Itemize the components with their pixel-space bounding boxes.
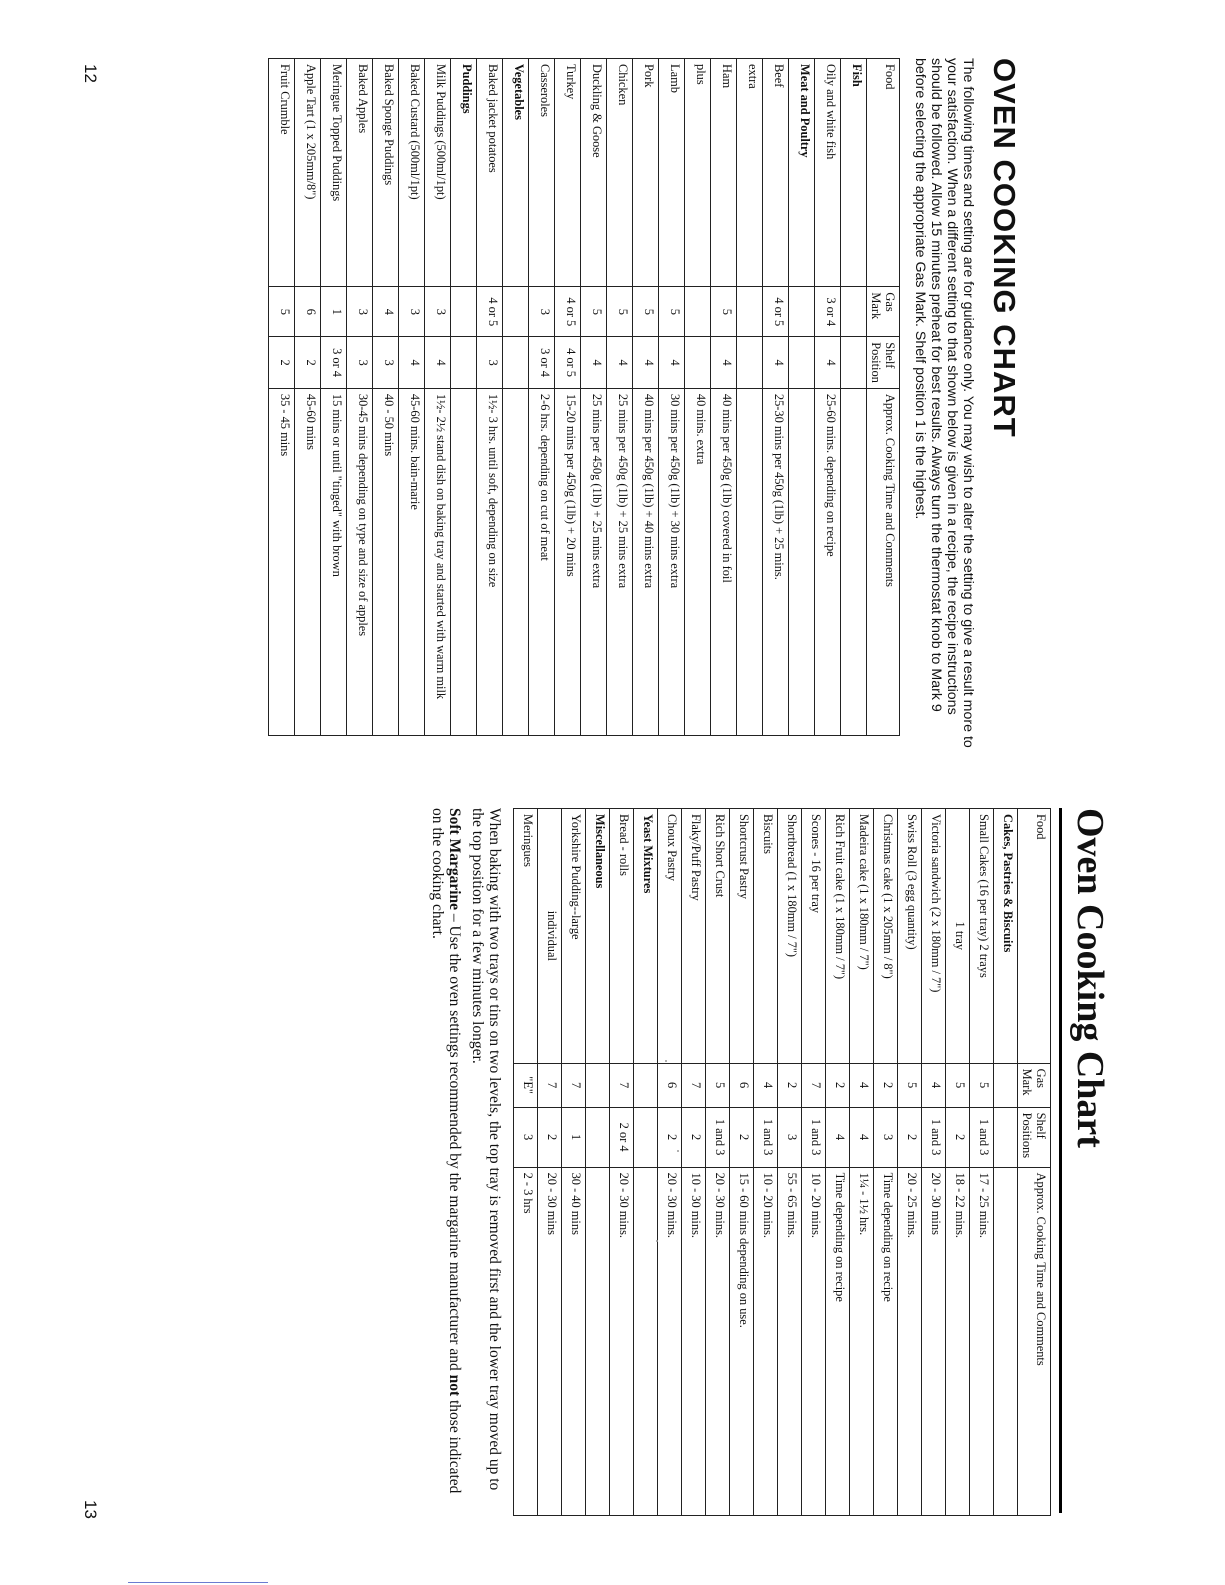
cell-time: 20 - 30 mins.: [706, 1167, 730, 1515]
cell-gas-mark: 4: [850, 1063, 874, 1107]
table-body: [514, 809, 1018, 1516]
cell-food: Lamb: [659, 59, 685, 287]
table-header-row: [867, 59, 900, 736]
cell-shelf: 4: [711, 337, 737, 389]
cell-shelf: [685, 337, 711, 389]
cell-shelf: 3: [477, 337, 503, 389]
cell-gas-mark: [451, 287, 477, 337]
table-category-row: [789, 59, 815, 736]
notes: [429, 808, 503, 1508]
cell-gas-mark: 4: [373, 287, 399, 337]
table-row: [682, 809, 706, 1516]
table-row: [295, 59, 321, 736]
page-number-12: 12: [81, 64, 100, 83]
cell-shelf: [451, 337, 477, 389]
cell-gas-mark: [994, 1063, 1018, 1107]
cell-gas-mark: 5: [269, 287, 295, 337]
note-emphasis: not: [446, 1374, 463, 1397]
cell-time: 1½- 3 hrs. until soft, depending on size: [477, 388, 503, 735]
cell-food: Meat and Poultry: [789, 59, 815, 287]
cell-shelf: 3: [373, 337, 399, 389]
cell-gas-mark: 5: [633, 287, 659, 337]
cell-time: 15 - 60 mins depending on use.: [730, 1167, 754, 1515]
table-row: [706, 809, 730, 1516]
table-row: [477, 59, 503, 736]
table-row: [633, 59, 659, 736]
cell-gas-mark: 5: [581, 287, 607, 337]
cell-gas-mark: 6: [730, 1063, 754, 1107]
cell-food: Rich Fruit cake (1 x 180mm / 7"): [826, 809, 850, 1064]
cell-food: Turkey: [555, 59, 581, 287]
cell-gas-mark: 3: [529, 287, 555, 337]
cell-food: Choux Pastry: [658, 809, 682, 1064]
cell-shelf: 1 and 3: [970, 1107, 994, 1167]
cell-shelf: 3: [514, 1107, 538, 1167]
cell-food: Milk Puddings (500ml/1pt): [425, 59, 451, 287]
cell-food: Duckling & Goose: [581, 59, 607, 287]
table-row: [763, 59, 789, 736]
cell-time: [451, 388, 477, 735]
cell-shelf: 2: [946, 1107, 970, 1167]
cell-food: Flaky/Puff Pastry: [682, 809, 706, 1064]
cell-food: Victoria sandwich (2 x 180mm / 7"): [922, 809, 946, 1064]
table-row: [610, 809, 634, 1516]
cell-gas-mark: 7: [610, 1063, 634, 1107]
table-row: [754, 809, 778, 1516]
title-rule: [1059, 808, 1062, 1513]
cell-time: 35 - 45 mins: [269, 388, 295, 735]
cell-time: 17 - 25 mins.: [970, 1167, 994, 1515]
cooking-chart-table: [268, 58, 900, 736]
cell-shelf: 4: [633, 337, 659, 389]
cell-gas-mark: 6: [295, 287, 321, 337]
cell-shelf: 1: [562, 1107, 586, 1167]
table-category-row: [503, 59, 529, 736]
cell-time: 25-60 mins. depending on recipe: [815, 388, 841, 735]
table-row: [730, 809, 754, 1516]
intro-text: The following times and setting are for guidance only. You may wish to alter the setting to give a result more to your satisfaction. When a different setting to that shown below is given in a recipe, the recipe instructions should be followed. Allow 15 minutes preheat for best results. Always turn the thermostat knob to Mark 9 before selecting the appropriate Gas Mark. Shelf position 1 is the highest.: [912, 58, 976, 748]
header-food: Food: [867, 59, 900, 287]
cell-gas-mark: 7: [562, 1063, 586, 1107]
table-row: [269, 59, 295, 736]
cell-gas-mark: 5: [607, 287, 633, 337]
cell-food: Miscellaneous: [586, 809, 610, 1064]
cell-food: Vegetables: [503, 59, 529, 287]
cell-time: [503, 388, 529, 735]
cell-gas-mark: 3: [425, 287, 451, 337]
cell-time: 40 mins. extra: [685, 388, 711, 735]
cell-gas-mark: 7: [682, 1063, 706, 1107]
cell-time: [841, 388, 867, 735]
cell-time: 10 - 30 mins.: [682, 1167, 706, 1515]
cell-gas-mark: 4 or 5: [763, 287, 789, 337]
note-text-a: – Use the oven settings recommended by the margarine manufacturer and: [446, 910, 463, 1375]
cell-gas-mark: 5: [659, 287, 685, 337]
header-gas-mark: Gas Mark: [867, 287, 900, 337]
cell-time: Time depending on recipe: [874, 1167, 898, 1515]
cell-food: Shortbread (1 x 180mm / 7"): [778, 809, 802, 1064]
cell-food: Baked jacket potatoes: [477, 59, 503, 287]
page-number-13: 13: [81, 1500, 100, 1519]
cell-food: Puddings: [451, 59, 477, 287]
table-row: [802, 809, 826, 1516]
cell-gas-mark: 5: [970, 1063, 994, 1107]
cell-gas-mark: 2: [874, 1063, 898, 1107]
cell-time: 25 mins per 450g (1lb) + 25 mins extra: [581, 388, 607, 735]
cell-food: Shortcrust Pastry: [730, 809, 754, 1064]
cell-shelf: 3: [874, 1107, 898, 1167]
cell-time: 20 - 30 mins: [538, 1167, 562, 1515]
table-row: [659, 59, 685, 736]
cell-gas-mark: 3: [347, 287, 373, 337]
cell-shelf: 3: [347, 337, 373, 389]
note-soft-margarine: [429, 808, 463, 1508]
note-label: Soft Margarine: [446, 808, 463, 911]
page-13: [222, 808, 1112, 1513]
table-row: [562, 809, 586, 1516]
cell-time: 10 - 20 mins.: [802, 1167, 826, 1515]
cell-time: 1½- 2½ stand dish on baking tray and started with warm milk: [425, 388, 451, 735]
cell-shelf: 3 or 4: [529, 337, 555, 389]
cell-shelf: 4 or 5: [555, 337, 581, 389]
cell-gas-mark: 5: [711, 287, 737, 337]
scan-speck: [656, 1240, 658, 1242]
cell-food: Meringues: [514, 809, 538, 1064]
cell-food: Yeast Mixtures: [634, 809, 658, 1064]
cell-shelf: 2: [269, 337, 295, 389]
cell-time: [586, 1167, 610, 1515]
cell-gas-mark: 5: [898, 1063, 922, 1107]
cell-time: 30 - 40 mins: [562, 1167, 586, 1515]
table-row: [922, 809, 946, 1516]
cell-time: Time depending on recipe: [826, 1167, 850, 1515]
table-row: [946, 809, 970, 1516]
cell-gas-mark: 3: [399, 287, 425, 337]
cell-time: 55 - 65 mins.: [778, 1167, 802, 1515]
cell-shelf: 2: [658, 1107, 682, 1167]
cell-food: Pork: [633, 59, 659, 287]
cell-shelf: 4: [607, 337, 633, 389]
cell-food: Christmas cake (1 x 205mm / 8"): [874, 809, 898, 1064]
header-time-comments: Approx. Cooking Time and Comments: [1018, 1167, 1051, 1515]
cell-time: [994, 1167, 1018, 1515]
cell-gas-mark: 2: [778, 1063, 802, 1107]
cell-time: 40 - 50 mins: [373, 388, 399, 735]
cell-shelf: 4: [763, 337, 789, 389]
cell-time: 10 - 20 mins.: [754, 1167, 778, 1515]
cell-gas-mark: 6: [658, 1063, 682, 1107]
scan-speck: [665, 1060, 667, 1062]
cell-gas-mark: 1: [321, 287, 347, 337]
cell-gas-mark: [586, 1063, 610, 1107]
cell-shelf: [789, 337, 815, 389]
cell-time: 25-30 mins per 450g (1lb) + 25 mins.: [763, 388, 789, 735]
cell-gas-mark: 3 or 4: [815, 287, 841, 337]
header-food: Food: [1018, 809, 1051, 1064]
cell-shelf: 2: [538, 1107, 562, 1167]
scan-speck: [677, 1150, 679, 1152]
cell-food: Bread - rolls: [610, 809, 634, 1064]
cell-gas-mark: 5: [706, 1063, 730, 1107]
cell-food: Fish: [841, 59, 867, 287]
header-time-comments: Approx. Cooking Time and Comments: [867, 388, 900, 735]
cell-gas-mark: [841, 287, 867, 337]
cell-time: [737, 388, 763, 735]
cell-food: Baked Apples: [347, 59, 373, 287]
header-shelf-positions: Shelf Positions: [1018, 1107, 1051, 1167]
table-row: [581, 59, 607, 736]
cell-time: 30 mins per 450g (1lb) + 30 mins extra: [659, 388, 685, 735]
cell-gas-mark: [685, 287, 711, 337]
cell-food: Biscuits: [754, 809, 778, 1064]
table-row: [815, 59, 841, 736]
cell-time: 18 - 22 mins.: [946, 1167, 970, 1515]
table-row: [538, 809, 562, 1516]
cell-gas-mark: 4: [922, 1063, 946, 1107]
cell-food: Casseroles: [529, 59, 555, 287]
cell-shelf: 4: [826, 1107, 850, 1167]
cell-food: Oily and white fish: [815, 59, 841, 287]
cell-gas-mark: 7: [802, 1063, 826, 1107]
cell-time: 15-20 mins per 450g (1lb) + 20 mins: [555, 388, 581, 735]
cell-time: 40 mins per 450g (1lb) covered in foil: [711, 388, 737, 735]
cell-food: Fruit Crumble: [269, 59, 295, 287]
cell-food: Rich Short Crust: [706, 809, 730, 1064]
table-category-row: [586, 809, 610, 1516]
cell-food: extra: [737, 59, 763, 287]
cell-shelf: 4: [850, 1107, 874, 1167]
cell-food: Baked Custard (500ml/1pt): [399, 59, 425, 287]
page-title: Oven Cooking Chart: [1069, 808, 1111, 1148]
table-row: [399, 59, 425, 736]
cell-food: Swiss Roll (3 egg quantity): [898, 809, 922, 1064]
cell-gas-mark: 4 or 5: [555, 287, 581, 337]
cell-food: Scones - 16 per tray: [802, 809, 826, 1064]
cell-shelf: [841, 337, 867, 389]
cell-time: 30-45 mins depending on type and size of apples: [347, 388, 373, 735]
cell-shelf: 4: [425, 337, 451, 389]
cell-time: 20 - 30 mins: [922, 1167, 946, 1515]
header-shelf-position: Shelf Position: [867, 337, 900, 389]
cell-time: [789, 388, 815, 735]
table-row: [826, 809, 850, 1516]
table-row: [711, 59, 737, 736]
cell-food: Madeira cake (1 x 180mm / 7"): [850, 809, 874, 1064]
cell-shelf: [503, 337, 529, 389]
cell-gas-mark: [634, 1063, 658, 1107]
cell-gas-mark: 5: [946, 1063, 970, 1107]
cell-food: Chicken: [607, 59, 633, 287]
note-two-trays: When baking with two trays or tins on two levels, the top tray is removed first and the lower tray moved up to the top position for a few minutes longer.: [469, 808, 503, 1491]
cell-time: 40 mins per 450g (1lb) + 40 mins extra: [633, 388, 659, 735]
cell-food: Ham: [711, 59, 737, 287]
table-category-row: [841, 59, 867, 736]
cell-food: Apple Tart (1 x 205mm/8"): [295, 59, 321, 287]
cell-gas-mark: [789, 287, 815, 337]
cooking-chart-table: [513, 808, 1051, 1516]
table-row: [373, 59, 399, 736]
table-row: [425, 59, 451, 736]
cell-food: plus: [685, 59, 711, 287]
cell-food: 1 tray: [946, 809, 970, 1064]
cell-shelf: 4: [815, 337, 841, 389]
cell-food: Cakes, Pastries & Biscuits: [994, 809, 1018, 1064]
cell-time: 2-6 hrs. depending on cut of meat: [529, 388, 555, 735]
cell-food: Beef: [763, 59, 789, 287]
note-text-b: those indicated on the cooking chart.: [429, 808, 463, 1494]
cell-shelf: 2: [682, 1107, 706, 1167]
table-row: [555, 59, 581, 736]
cell-food: Baked Sponge Puddings: [373, 59, 399, 287]
table-row: [347, 59, 373, 736]
cell-gas-mark: "E": [514, 1063, 538, 1107]
cell-shelf: 1 and 3: [802, 1107, 826, 1167]
cell-shelf: [634, 1107, 658, 1167]
table-row: [514, 809, 538, 1516]
table-row: [607, 59, 633, 736]
cell-food: individual: [538, 809, 562, 1064]
cell-shelf: 4: [399, 337, 425, 389]
cell-shelf: 2: [295, 337, 321, 389]
page-title: OVEN COOKING CHART: [987, 58, 1022, 438]
cell-food: Meringue Topped Puddings: [321, 59, 347, 287]
table-row: [529, 59, 555, 736]
cell-shelf: [737, 337, 763, 389]
cell-shelf: 2 or 4: [610, 1107, 634, 1167]
table-row: [321, 59, 347, 736]
header-gas-mark: Gas Mark: [1018, 1063, 1051, 1107]
cell-gas-mark: 7: [538, 1063, 562, 1107]
table-category-row: [451, 59, 477, 736]
cell-time: 15 mins or until "tinged" with brown: [321, 388, 347, 735]
cell-food: Small Cakes (16 per tray) 2 trays: [970, 809, 994, 1064]
cell-gas-mark: 2: [826, 1063, 850, 1107]
cell-shelf: 1 and 3: [754, 1107, 778, 1167]
table-row: [970, 809, 994, 1516]
cell-gas-mark: 4 or 5: [477, 287, 503, 337]
cell-time: 20 - 30 mins.: [610, 1167, 634, 1515]
cell-shelf: 1 and 3: [706, 1107, 730, 1167]
cell-time: 45-60 mins. bain-marie: [399, 388, 425, 735]
table-row: [874, 809, 898, 1516]
table-row: [778, 809, 802, 1516]
cell-shelf: 3 or 4: [321, 337, 347, 389]
cell-food: Yorkshire Pudding--large: [562, 809, 586, 1064]
cell-time: [634, 1167, 658, 1515]
cell-time: 2 - 3 hrs: [514, 1167, 538, 1515]
table-category-row: [994, 809, 1018, 1516]
cell-time: 45-60 mins: [295, 388, 321, 735]
cell-gas-mark: 4: [754, 1063, 778, 1107]
table-header-row: [1018, 809, 1051, 1516]
table-body: [269, 59, 867, 736]
cell-shelf: 4: [659, 337, 685, 389]
cell-shelf: 3: [778, 1107, 802, 1167]
cell-time: 1¼ - 1½ hrs.: [850, 1167, 874, 1515]
table-row: [898, 809, 922, 1516]
table-row: [685, 59, 711, 736]
cell-shelf: 4: [581, 337, 607, 389]
cell-shelf: [586, 1107, 610, 1167]
table-category-row: [634, 809, 658, 1516]
cell-gas-mark: [737, 287, 763, 337]
page-12: [132, 58, 1022, 748]
table-row: [850, 809, 874, 1516]
cell-time: 25 mins per 450g (1lb) + 25 mins extra: [607, 388, 633, 735]
cell-time: 20 - 30 mins.: [658, 1167, 682, 1515]
cell-time: 20 - 25 mins.: [898, 1167, 922, 1515]
cell-shelf: 2: [730, 1107, 754, 1167]
scan-edge-line: [128, 1582, 268, 1583]
cell-gas-mark: [503, 287, 529, 337]
cell-shelf: 1 and 3: [922, 1107, 946, 1167]
cell-shelf: [994, 1107, 1018, 1167]
table-row: [737, 59, 763, 736]
table-row: [658, 809, 682, 1516]
cell-shelf: 2: [898, 1107, 922, 1167]
